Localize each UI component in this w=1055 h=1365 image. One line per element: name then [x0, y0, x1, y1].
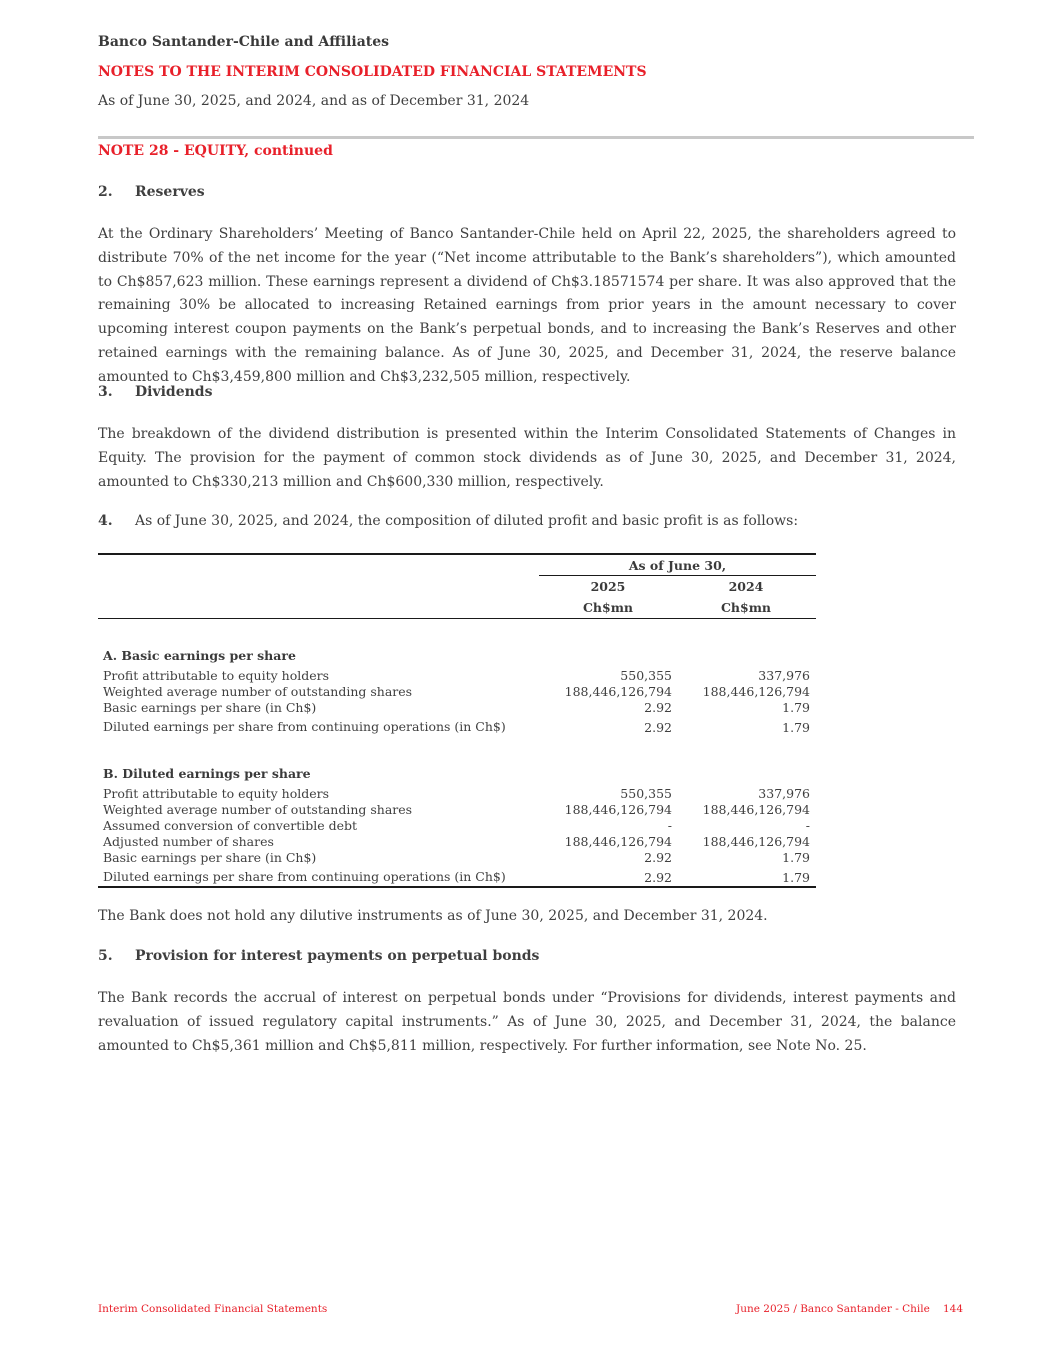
- row-label: Basic earnings per share (in Ch$): [103, 850, 317, 865]
- notes-title: NOTES TO THE INTERIM CONSOLIDATED FINANCIAL STATEMENTS: [98, 64, 647, 80]
- footer-document-name: Interim Consolidated Financial Statements: [98, 1303, 328, 1315]
- table-header-rule: [98, 618, 816, 619]
- section-number: 4.: [98, 513, 113, 529]
- row-value-2024: 1.79: [782, 720, 810, 735]
- perpetual-paragraph: The Bank records the accrual of interest on perpetual bonds under “Provisions for dividends, interest payments and revaluation of issued regulatory capital instruments.” As of June 30, 2025, and December 31, 2024, the balance amounted to Ch$5,361 million and Ch$5,811 million, respectively. For further information, see Note No. 25.: [98, 990, 956, 1054]
- row-value-2024: 1.79: [782, 850, 810, 865]
- row-value-2025: 2.92: [644, 850, 672, 865]
- row-value-2025: 188,446,126,794: [564, 802, 672, 817]
- row-value-2024: 188,446,126,794: [702, 834, 810, 849]
- table-top-rule: [98, 553, 816, 555]
- reserves-paragraph: At the Ordinary Shareholders’ Meeting of Banco Santander-Chile held on April 22, 2025, the shareholders agreed to distribute 70% of the net income for the year (“Net income attributable to the Bank’s shareholders”), which amounted to Ch$857,623 million. These earnings represent a dividend of Ch$3.18571574 per share. It was also approved that the remaining 30% be allocated to increasing Retained earnings from prior years in the amount necessary to cover upcoming interest coupon payments on the Bank’s perpetual bonds, and to increasing the Bank’s Reserves and other retained earnings with the remaining balance. As of June 30, 2025, and December 31, 2024, the reserve balance amounted to Ch$3,459,800 million and Ch$3,232,505 million, respectively.: [98, 226, 956, 385]
- column-unit-2024: Ch$mn: [720, 600, 772, 615]
- section-title: Dividends: [135, 384, 213, 400]
- note-heading: NOTE 28 - EQUITY, continued: [98, 143, 333, 159]
- row-value-2025: 2.92: [644, 700, 672, 715]
- row-value-2024: 337,976: [758, 786, 810, 801]
- section-number: 3.: [98, 384, 113, 400]
- table-bottom-rule: [98, 886, 816, 888]
- row-label: Diluted earnings per share from continuing operations (in Ch$): [103, 869, 506, 884]
- eps-intro-text: As of June 30, 2025, and 2024, the composition of diluted profit and basic profit is as follows:: [135, 513, 799, 529]
- basic-eps-title: A. Basic earnings per share: [103, 648, 296, 663]
- row-label: Profit attributable to equity holders: [103, 786, 330, 801]
- header-divider: [98, 136, 974, 139]
- row-value-2025: 2.92: [644, 720, 672, 735]
- row-value-2024: 337,976: [758, 668, 810, 683]
- row-value-2024: 188,446,126,794: [702, 684, 810, 699]
- row-value-2025: -: [667, 818, 672, 833]
- row-label: Adjusted number of shares: [103, 834, 274, 849]
- row-value-2025: 188,446,126,794: [564, 834, 672, 849]
- dividends-paragraph: The breakdown of the dividend distribution is presented within the Interim Consolidated Statements of Changes in Equity. The provision for the payment of common stock dividends as of June 30, 2025, and December 31, 2024, amounted to Ch$330,213 million and Ch$600,330 million, respectively.: [98, 426, 956, 490]
- row-label: Weighted average number of outstanding shares: [103, 684, 413, 699]
- page-number: 144: [943, 1303, 964, 1315]
- group-header: As of June 30,: [628, 558, 727, 573]
- row-label: Basic earnings per share (in Ch$): [103, 700, 317, 715]
- row-label: Assumed conversion of convertible debt: [103, 818, 358, 833]
- row-value-2025: 188,446,126,794: [564, 684, 672, 699]
- company-name: Banco Santander-Chile and Affiliates: [98, 34, 390, 50]
- eps-table: [98, 553, 816, 889]
- row-label: Diluted earnings per share from continuing operations (in Ch$): [103, 719, 506, 734]
- column-year-2024: 2024: [728, 579, 764, 594]
- diluted-eps-title: B. Diluted earnings per share: [103, 766, 311, 781]
- section-title: Provision for interest payments on perpetual bonds: [135, 948, 540, 964]
- column-year-2025: 2025: [590, 579, 626, 594]
- section-dividends-heading: [98, 384, 212, 400]
- row-value-2024: 188,446,126,794: [702, 802, 810, 817]
- group-header-rule: [539, 575, 816, 576]
- section-number: 2.: [98, 184, 113, 200]
- column-unit-2025: Ch$mn: [582, 600, 634, 615]
- dilutive-note: The Bank does not hold any dilutive instruments as of June 30, 2025, and December 31, 2024.: [98, 908, 768, 924]
- footer-issuer: June 2025 / Banco Santander - Chile: [736, 1303, 930, 1315]
- row-value-2024: 1.79: [782, 700, 810, 715]
- section-perpetual-heading: [98, 948, 539, 964]
- row-value-2025: 550,355: [620, 668, 672, 683]
- row-value-2025: 2.92: [644, 870, 672, 885]
- row-label: Profit attributable to equity holders: [103, 668, 330, 683]
- report-period: As of June 30, 2025, and 2024, and as of December 31, 2024: [98, 93, 530, 109]
- row-value-2024: 1.79: [782, 870, 810, 885]
- section-reserves-heading: [98, 184, 205, 200]
- section-eps-intro: [98, 513, 798, 529]
- row-label: Weighted average number of outstanding shares: [103, 802, 413, 817]
- row-value-2025: 550,355: [620, 786, 672, 801]
- section-number: 5.: [98, 948, 113, 964]
- row-value-2024: -: [805, 818, 810, 833]
- section-title: Reserves: [135, 184, 205, 200]
